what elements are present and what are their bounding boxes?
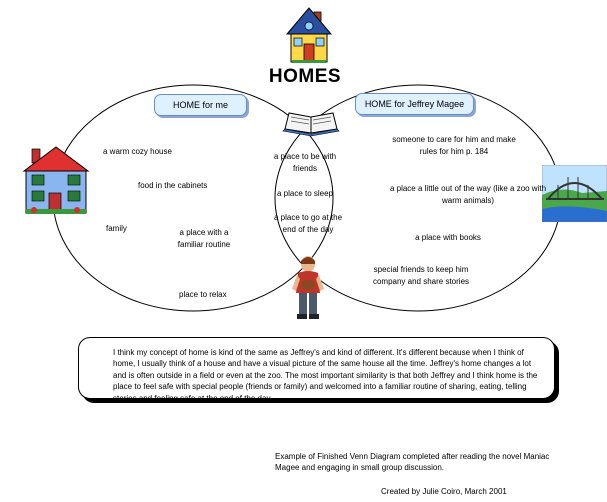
left-item: place to relax [179,290,227,299]
boy-figure-icon [290,255,326,321]
caption: Example of Finished Venn Diagram completed after reading the novel Maniac Magee and engaging in small group discussion. [275,452,550,472]
right-item: someone to care for him and make rules for him p. 184 [392,135,516,156]
red-house-icon [22,145,90,217]
left-item: a place with a familiar routine [177,228,231,249]
left-item: a warm cozy house [103,147,172,156]
open-book-icon [281,107,341,137]
page-title: HOMES [268,66,342,87]
right-item: special friends to keep him company and share stories [372,265,470,286]
left-circle-label: HOME for me [154,94,247,116]
left-item: family [106,224,127,233]
house-clipart-icon [284,6,334,64]
credit: Created by Julie Coiro, March 2001 [381,487,507,496]
right-item: a place a little out of the way (like a zoo with warm animals) [389,184,547,205]
summary-box [78,337,555,403]
right-circle-label: HOME for Jeffrey Magee [355,93,474,115]
summary-text: I think my concept of home is kind of the same as Jeffrey's and kind of different. It's different because when I think of home, I usually think of a house and have a visual picture of the same house all the time. Jeffrey's home changes a lot and is often outside in a field or even at the zoo. The most important similarity is that both Jeffrey and I think home is the place to feel safe with special people (friends or family) and welcomed into a familiar routine of sharing, eating, telling stories and feeling safe at the end of the day. [113,348,538,403]
middle-item: a place to go at the end of the day [273,213,343,234]
right-item: a place with books [415,233,481,242]
middle-item: a place to sleep [276,189,334,198]
middle-item: a place to be with friends [273,152,337,173]
left-item: food in the cabinets [138,181,208,190]
